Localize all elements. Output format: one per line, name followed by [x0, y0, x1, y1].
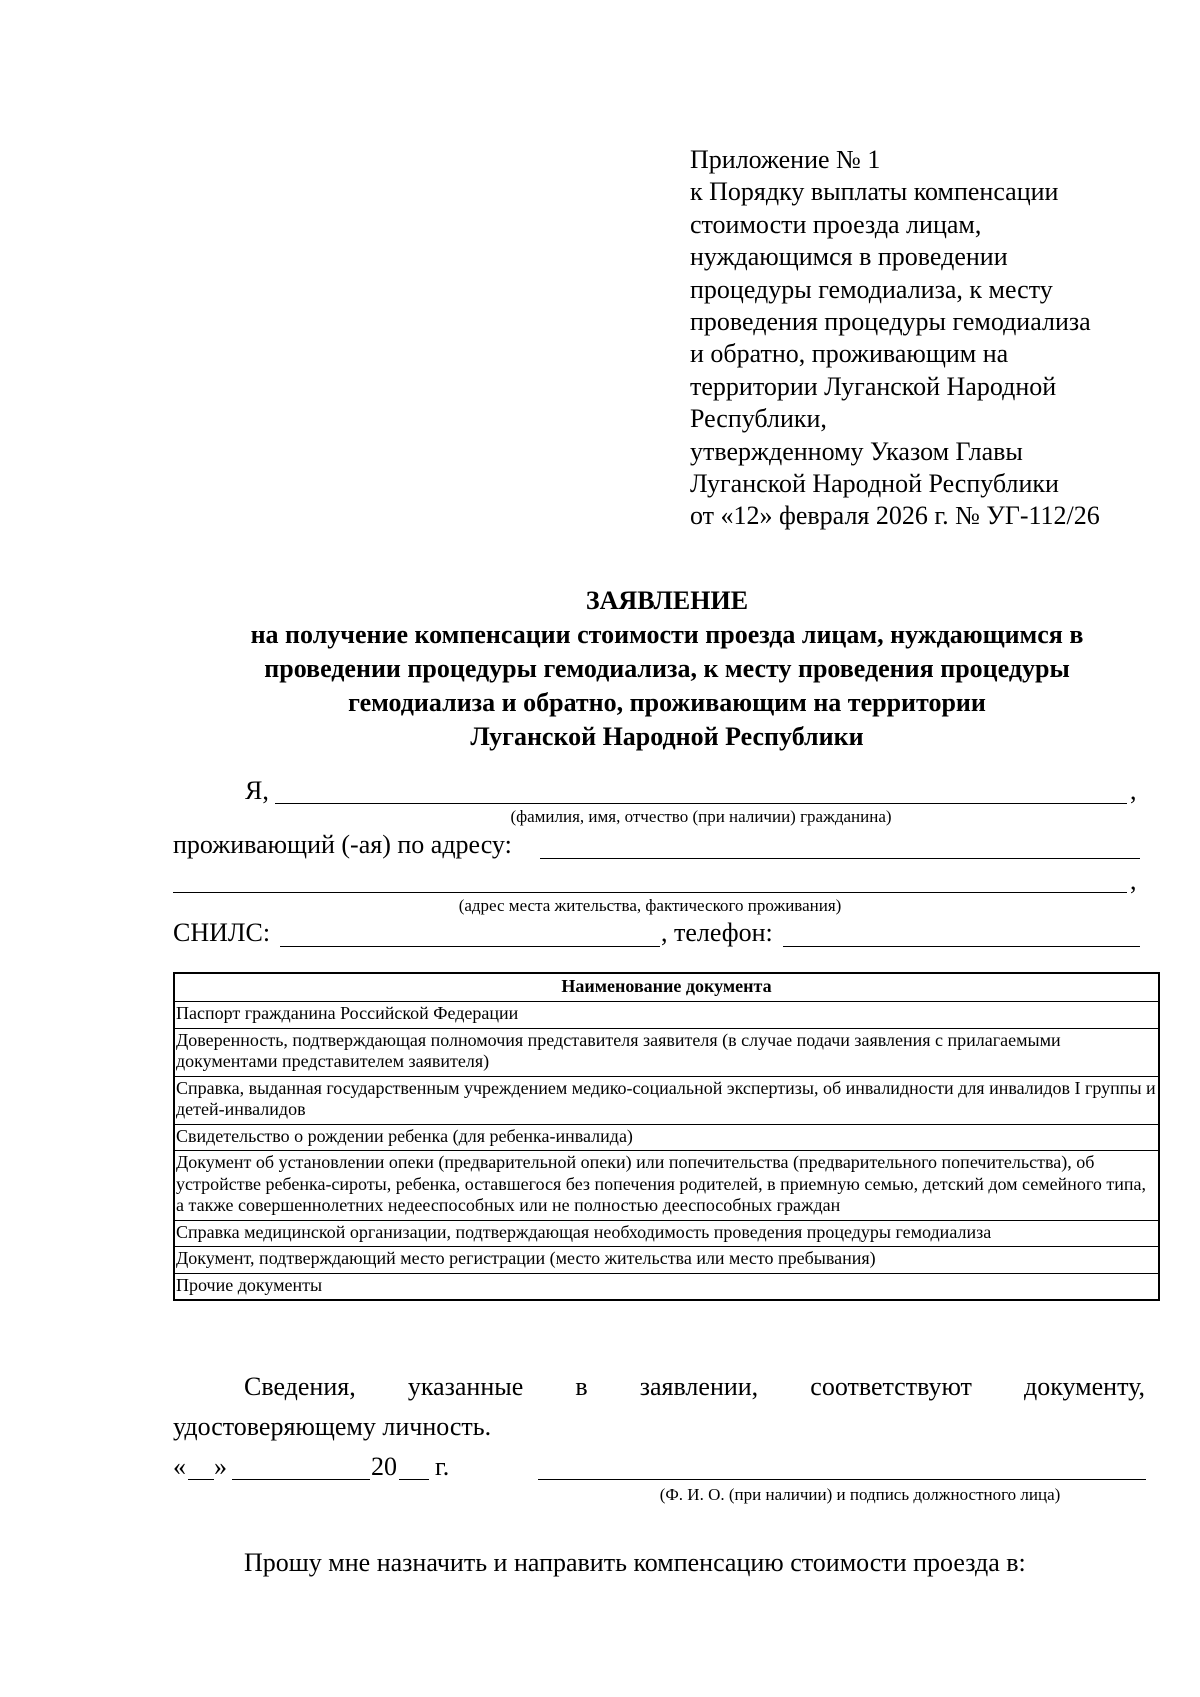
- table-cell: Документ, подтверждающий место регистрации (место жительства или место пребывания): [174, 1247, 1159, 1274]
- name-hint: (фамилия, имя, отчество (при наличии) гражданина): [510, 807, 892, 826]
- table-header-cell: Наименование документа: [174, 973, 1159, 1002]
- verification-line1: Сведения, указанные в заявлении, соответствуют документу,: [244, 1372, 1145, 1401]
- date-year-prefix: 20: [371, 1452, 397, 1481]
- date-day-field[interactable]: [188, 1479, 214, 1480]
- table-row: [174, 1151, 1159, 1221]
- appendix-line: процедуры гемодиализа, к месту: [690, 274, 1053, 304]
- appendix-line: проведения процедуры гемодиализа: [690, 307, 1091, 337]
- title-line: Луганской Народной Республики: [470, 722, 864, 751]
- appendix-line: стоимости проезда лицам,: [690, 209, 982, 239]
- appendix-block: [690, 144, 1170, 533]
- table-cell: Прочие документы: [174, 1273, 1159, 1300]
- address-field-line1[interactable]: [540, 858, 1140, 859]
- table-cell: Паспорт гражданина Российской Федерации: [174, 1002, 1159, 1029]
- appendix-line: Приложение № 1: [690, 145, 881, 174]
- appendix-line: утвержденному Указом Главы: [690, 436, 1023, 466]
- signature-field[interactable]: [538, 1479, 1146, 1480]
- appendix-line: нуждающимся в проведении: [690, 242, 1008, 272]
- request-text: Прошу мне назначить и направить компенсацию стоимости проезда в:: [244, 1548, 1026, 1577]
- address-field-line2[interactable]: [173, 892, 1127, 893]
- table-row: [174, 1247, 1159, 1274]
- table-cell: Свидетельство о рождении ребенка (для ребенка-инвалида): [174, 1124, 1159, 1151]
- title-line: на получение компенсации стоимости проезда лицам, нуждающимся в: [250, 620, 1084, 649]
- table-cell: Справка медицинской организации, подтверждающая необходимость проведения процедуры гемодиализа: [174, 1220, 1159, 1247]
- appendix-line: Луганской Народной Республики: [690, 469, 1059, 499]
- title-line: гемодиализа и обратно, проживающим на территории: [348, 688, 986, 717]
- date-close-quote: »: [214, 1452, 227, 1481]
- table-row: [174, 1076, 1159, 1124]
- documents-table: [173, 972, 1160, 1301]
- table-row: [174, 1273, 1159, 1300]
- phone-label: , телефон:: [661, 918, 773, 947]
- comma: ,: [1130, 866, 1137, 895]
- appendix-line: Республики,: [690, 404, 827, 434]
- table-row: [174, 1028, 1159, 1076]
- date-month-field[interactable]: [232, 1479, 370, 1480]
- table-row: [174, 1002, 1159, 1029]
- signature-hint: (Ф. И. О. (при наличии) и подпись должностного лица): [659, 1485, 1061, 1504]
- verification-line2: удостоверяющему личность.: [173, 1412, 492, 1441]
- table-cell: Доверенность, подтверждающая полномочия представителя заявителя (в случае подачи заявления с прилагаемыми документами представителем заявителя): [174, 1028, 1159, 1076]
- address-hint: (адрес места жительства, фактического проживания): [458, 896, 842, 915]
- address-label: проживающий (-ая) по адресу:: [173, 830, 512, 859]
- phone-field[interactable]: [783, 946, 1140, 947]
- i-label: Я,: [245, 776, 269, 805]
- appendix-line: территории Луганской Народной: [690, 371, 1057, 401]
- document-title: [150, 584, 1184, 754]
- name-field[interactable]: [275, 803, 1127, 804]
- date-year-suffix: г.: [435, 1452, 450, 1481]
- date-open-quote: «: [173, 1452, 186, 1481]
- title-line: проведении процедуры гемодиализа, к месту проведения процедуры: [264, 654, 1070, 683]
- appendix-line: от «12» февраля 2026 г. № УГ-112/26: [690, 501, 1100, 531]
- table-row: [174, 1124, 1159, 1151]
- table-cell: Документ об установлении опеки (предварительной опеки) или попечительства (предварительного попечительства), об устройстве ребенка-сироты, ребенка, оставшегося без попечения родителей, в приемную семью, детский дом семейного типа, а также совершеннолетних недееспособных или не полностью дееспособных граждан: [174, 1151, 1159, 1221]
- date-year-field[interactable]: [399, 1479, 429, 1480]
- snils-field[interactable]: [280, 946, 660, 947]
- snils-label: СНИЛС:: [173, 918, 271, 947]
- title-heading: ЗАЯВЛЕНИЕ: [585, 586, 749, 615]
- appendix-line: к Порядку выплаты компенсации: [690, 177, 1059, 207]
- table-cell: Справка, выданная государственным учреждением медико-социальной экспертизы, об инвалидности для инвалидов I группы и детей-инвалидов: [174, 1076, 1159, 1124]
- comma: ,: [1130, 776, 1137, 805]
- table-header-row: [174, 973, 1159, 1002]
- table-row: [174, 1220, 1159, 1247]
- appendix-line: и обратно, проживающим на: [690, 339, 1009, 369]
